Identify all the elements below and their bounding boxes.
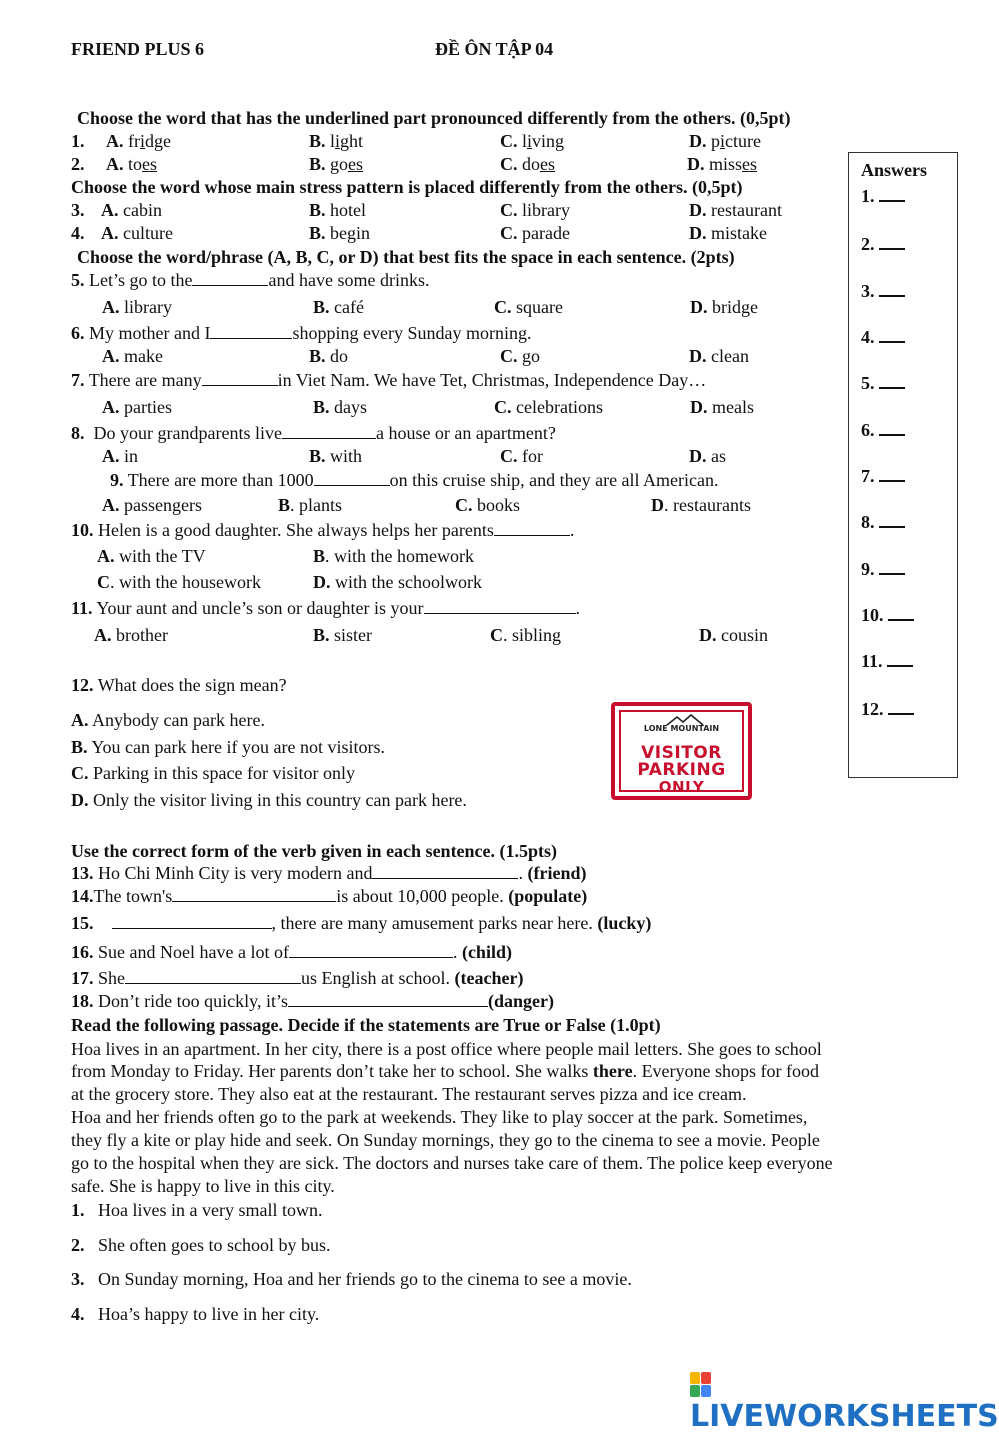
q3-option-d: D. restaurant — [689, 200, 782, 220]
answer-slot — [861, 186, 905, 207]
q6-option-c: C. go — [500, 346, 540, 366]
q1-number: 1. — [71, 131, 85, 151]
q11-blank[interactable] — [424, 597, 576, 614]
q2-option-c: C. does — [500, 154, 555, 174]
q9-stem: 9. There are more than 1000 on this cruise ship, and they are all American. — [110, 470, 719, 490]
sign-line-parking: PARKING — [637, 760, 726, 780]
q2-number: 2. — [71, 154, 85, 174]
q9-option-c: C. books — [455, 495, 521, 515]
answer-slot-blank[interactable] — [887, 651, 913, 667]
q8-option-c: C. for — [500, 446, 543, 466]
q12-option-c: C. Parking in this space for visitor only — [71, 763, 355, 783]
answer-slot-blank[interactable] — [879, 420, 905, 436]
q16-stem: 16. Sue and Noel have a lot of . (child) — [71, 942, 512, 962]
answer-slot — [861, 466, 905, 487]
answer-slot-label: 6. — [861, 420, 875, 440]
q13-stem: 13. Ho Chi Minh City is very modern and . (friend) — [71, 863, 587, 883]
answer-slot — [861, 373, 905, 394]
q3-number: 3. — [71, 200, 85, 220]
q12-option-b: B. You can park here if you are not visitors. — [71, 737, 385, 757]
answer-slot — [861, 327, 905, 348]
q5-option-d: D. bridge — [690, 297, 758, 317]
q4-option-c: C. parade — [500, 223, 570, 243]
liveworksheets-logo — [690, 1372, 999, 1434]
answer-slot-blank[interactable] — [879, 466, 905, 482]
q8-blank[interactable] — [282, 422, 376, 439]
q12-stem: 12. What does the sign mean? — [71, 675, 287, 695]
tf-statement: 4. Hoa’s happy to live in her city. — [71, 1304, 320, 1324]
q1-option-d: D. picture — [689, 131, 761, 151]
q9-option-a: A. passengers — [102, 495, 202, 515]
q4-option-b: B. begin — [309, 223, 371, 243]
q7-stem: 7. There are many in Viet Nam. We have Tet, Christmas, Independence Day… — [71, 370, 707, 390]
answer-slot-label: 11. — [861, 651, 883, 671]
q8-option-d: D. as — [689, 446, 726, 466]
q10-option-d: D. with the schoolwork — [313, 572, 482, 592]
q4-number: 4. — [71, 223, 85, 243]
passage-line: from Monday to Friday. Her parents don’t take her to school. She walks there. Everyone shops for food — [71, 1061, 820, 1081]
answer-slot-blank[interactable] — [879, 234, 905, 250]
q3-option-c: C. library — [500, 200, 570, 220]
q15-blank[interactable] — [112, 912, 272, 929]
q6-option-d: D. clean — [689, 346, 749, 366]
passage-line: go to the hospital when they are sick. The doctors and nurses take care of them. The police keep everyone — [71, 1153, 833, 1173]
section-verb-form: Use the correct form of the verb given in each sentence. (1.5pts) — [71, 841, 558, 861]
q7-blank[interactable] — [202, 369, 278, 386]
answer-slot-label: 5. — [861, 373, 875, 393]
answer-slot — [861, 605, 914, 626]
q1-option-a: A. fridge — [106, 131, 172, 151]
answer-slot-blank[interactable] — [879, 512, 905, 528]
answer-slot-label: 4. — [861, 327, 875, 347]
q13-blank[interactable] — [372, 862, 518, 879]
q11-option-a: A. brother — [94, 625, 168, 645]
liveworksheets-text: LIVEWORKSHEETS — [690, 1399, 999, 1434]
q9-option-d: D. restaurants — [651, 495, 751, 515]
q10-option-b: B. with the homework — [313, 546, 474, 566]
q2-option-d: D. misses — [687, 154, 758, 174]
answer-slot — [861, 699, 914, 720]
q16-blank[interactable] — [289, 941, 453, 958]
q3-option-b: B. hotel — [309, 200, 367, 220]
answer-slot — [861, 512, 905, 533]
q6-option-a: A. make — [102, 346, 163, 366]
answer-slot-label: 7. — [861, 466, 875, 486]
passage-line: they fly a kite or play hide and seek. On Sunday mornings, they go to the cinema to see a movie. People — [71, 1130, 820, 1150]
q6-option-b: B. do — [309, 346, 349, 366]
q10-option-c: C. with the housework — [97, 572, 261, 592]
passage-line: safe. She is happy to live in this city. — [71, 1176, 335, 1196]
q12-option-a: A. Anybody can park here. — [71, 710, 265, 730]
answer-slot-label: 2. — [861, 234, 875, 254]
q7-option-c: C. celebrations — [494, 397, 603, 417]
q7-option-a: A. parties — [102, 397, 172, 417]
q5-stem: 5. Let’s go to the and have some drinks. — [71, 270, 430, 290]
q1-option-b: B. light — [309, 131, 364, 151]
q2-option-b: B. goes — [309, 154, 364, 174]
header-left: FRIEND PLUS 6 — [71, 39, 205, 59]
q10-option-a: A. with the TV — [97, 546, 206, 566]
q4-option-d: D. mistake — [689, 223, 767, 243]
answer-slot-label: 3. — [861, 281, 875, 301]
answer-slot — [861, 234, 905, 255]
q11-stem: 11. Your aunt and uncle’s son or daughter is your . — [71, 598, 580, 618]
sign-logo-text: LONE MOUNTAIN — [643, 724, 720, 733]
section-mcq: Choose the word/phrase (A, B, C, or D) that best fits the space in each sentence. (2pts) — [77, 247, 735, 267]
answer-slot-label: 1. — [861, 186, 875, 206]
q6-stem: 6. My mother and I shopping every Sunday morning. — [71, 323, 532, 343]
answer-slot-label: 9. — [861, 559, 875, 579]
tf-statement: 2. She often goes to school by bus. — [71, 1235, 331, 1255]
sign-line-only: ONLY — [658, 778, 705, 796]
answer-slot-blank[interactable] — [888, 699, 914, 715]
q18-blank[interactable] — [288, 990, 488, 1007]
q5-option-a: A. library — [102, 297, 172, 317]
passage-line: Hoa lives in an apartment. In her city, there is a post office where people mail letters. She goes to school — [71, 1039, 822, 1059]
q1-option-c: C. living — [500, 131, 565, 151]
answer-slot-label: 10. — [861, 605, 884, 625]
q12-option-d: D. Only the visitor living in this country can park here. — [71, 790, 467, 810]
answer-slot-label: 8. — [861, 512, 875, 532]
q9-option-b: B. plants — [278, 495, 343, 515]
answer-slot-blank[interactable] — [879, 559, 905, 575]
header-title: ĐỀ ÔN TẬP 04 — [435, 39, 554, 59]
q11-option-b: B. sister — [313, 625, 373, 645]
q4-option-a: A. culture — [101, 223, 173, 243]
q18-stem: 18. Don’t ride too quickly, it’s (danger) — [71, 991, 554, 1011]
q14-blank[interactable] — [172, 885, 336, 902]
q7-option-d: D. meals — [690, 397, 754, 417]
q15-stem: 15. , there are many amusement parks near here. (lucky) — [71, 913, 652, 933]
q17-blank[interactable] — [125, 967, 301, 984]
q14-stem: 14.The town's is about 10,000 people. (populate) — [71, 886, 588, 906]
liveworksheets-icon — [690, 1372, 712, 1398]
q11-option-d: D. cousin — [699, 625, 768, 645]
answer-slot-blank[interactable] — [879, 186, 905, 202]
section-reading: Read the following passage. Decide if the statements are True or False (1.0pt) — [71, 1015, 661, 1035]
answer-slot-blank[interactable] — [879, 281, 905, 297]
sign-line-visitor: VISITOR — [641, 743, 722, 763]
passage-line: Hoa and her friends often go to the park at weekends. They like to play soccer at the park. Sometimes, — [71, 1107, 808, 1127]
tf-statement: 3. On Sunday morning, Hoa and her friends go to the cinema to see a movie. — [71, 1269, 632, 1289]
section-pronunciation: Choose the word that has the underlined part pronounced differently from the others. (0,5pt) — [77, 108, 791, 128]
answers-title: Answers — [861, 160, 927, 180]
q11-option-c: C. sibling — [490, 625, 562, 645]
answer-slot — [861, 281, 905, 302]
q5-blank[interactable] — [192, 269, 268, 286]
q5-option-c: C. square — [494, 297, 563, 317]
answer-slot-blank[interactable] — [879, 373, 905, 389]
answer-slot — [861, 559, 905, 580]
answer-slot-blank[interactable] — [888, 605, 914, 621]
q3-option-a: A. cabin — [101, 200, 162, 220]
answer-slot — [861, 651, 913, 672]
answer-slot-label: 12. — [861, 699, 884, 719]
q5-option-b: B. café — [313, 297, 364, 317]
answer-slot-blank[interactable] — [879, 327, 905, 343]
q8-option-a: A. in — [102, 446, 139, 466]
passage-line: at the grocery store. They also eat at the restaurant. The restaurant serves pizza and ice cream. — [71, 1084, 747, 1104]
q10-blank[interactable] — [494, 519, 570, 536]
tf-statement: 1. Hoa lives in a very small town. — [71, 1200, 323, 1220]
answer-slot — [861, 420, 905, 441]
q10-stem: 10. Helen is a good daughter. She always helps her parents . — [71, 520, 575, 540]
visitor-parking-sign — [611, 702, 752, 800]
q6-blank[interactable] — [210, 322, 292, 339]
q8-option-b: B. with — [309, 446, 363, 466]
q8-stem: 8. Do your grandparents live a house or an apartment? — [71, 423, 556, 443]
q9-blank[interactable] — [314, 469, 390, 486]
q17-stem: 17. She us English at school. (teacher) — [71, 968, 524, 988]
q2-option-a: A. toes — [106, 154, 158, 174]
section-stress: Choose the word whose main stress pattern is placed differently from the others. (0,5pt) — [71, 177, 743, 197]
q7-option-b: B. days — [313, 397, 368, 417]
